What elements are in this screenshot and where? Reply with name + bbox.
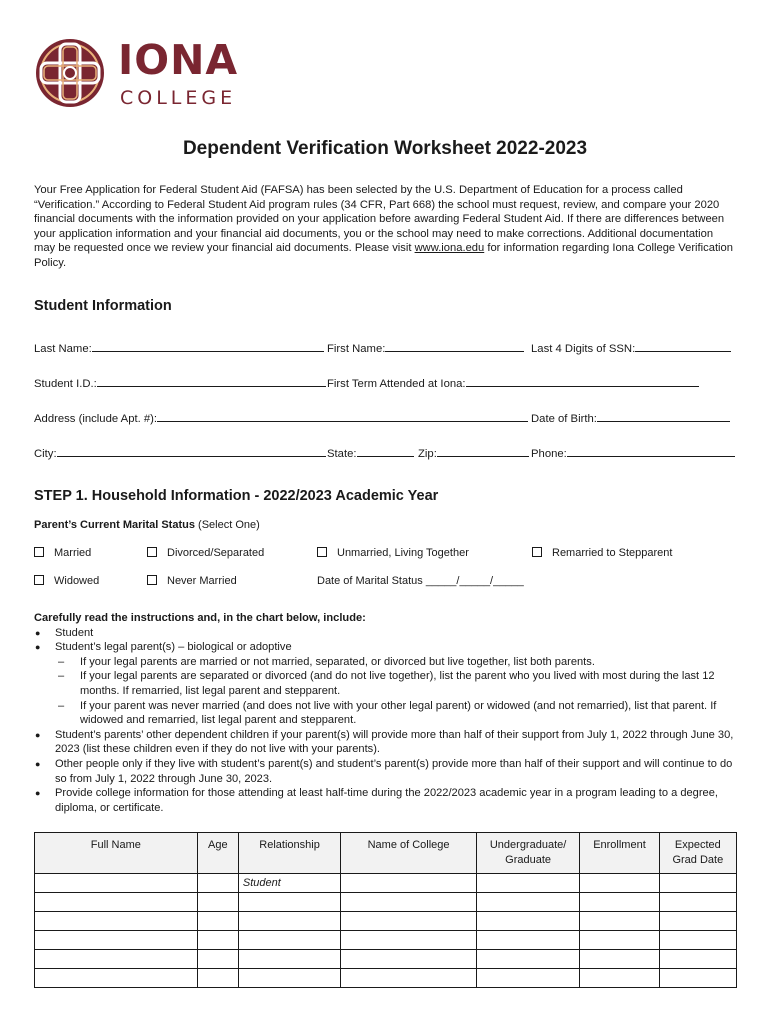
first-name-label: First Name:: [327, 343, 386, 355]
sub-list-item: – If your legal parents are married or not married, separated, or divorced but live together, list both parents.: [80, 655, 739, 670]
option-label: Married: [54, 547, 92, 559]
ssn-field[interactable]: [531, 340, 731, 355]
sub-list-item: – If your parent was never married (and does not live with your other legal parent) or widowed (and not remarried), list that parent. If widowed and remarried, list legal parent and stepparent.: [80, 699, 739, 728]
dob-label: Date of Birth:: [531, 413, 597, 425]
col-age: Age: [197, 833, 238, 874]
first-term-field[interactable]: [327, 375, 699, 390]
list-item: ● Other people only if they live with student’s parent(s) and student’s parent(s) provide more than half of their support and will continue to do so from July 1, 2022 through June 30, 2023.: [55, 757, 739, 786]
phone-field[interactable]: [531, 445, 735, 460]
page-title: Dependent Verification Worksheet 2022-2023: [182, 138, 588, 159]
list-item: ● Student’s parents’ other dependent children if your parent(s) will provide more than half of their support from July 1, 2022 through June 30, 2023 (list these children even if they do not live with your parents).: [55, 728, 739, 757]
last-name-field[interactable]: [34, 340, 324, 355]
instructions-block: [34, 611, 739, 815]
state-field[interactable]: [327, 445, 414, 460]
checkbox[interactable]: [147, 575, 157, 585]
col-full-name: Full Name: [35, 833, 198, 874]
step1-heading: STEP 1. Household Information - 2022/2023 Academic Year: [34, 488, 439, 504]
last-name-label: Last Name:: [34, 343, 92, 355]
table-row[interactable]: [35, 874, 737, 893]
intro-text: Your Free Application for Federal Student Aid (FAFSA) has been selected by the U.S. Department of Education for a process called “Verification.” According to Federal Student Aid program rules (34 CFR, Part 668) the school must request, review, and compare your 2020 financial documents with the information provided on your application before awarding Federal Student Aid. If there are differences between your application information and your financial aid documents, you or the school may need to make corrections. Additional documentation may be requested once we review your financial aid documents. Please visit: [34, 184, 725, 255]
option-label: Never Married: [167, 575, 237, 587]
student-info-heading: Student Information: [34, 298, 172, 314]
option-label: Divorced/Separated: [167, 547, 265, 559]
first-term-label: First Term Attended at Iona:: [327, 378, 466, 390]
student-id-field[interactable]: [34, 375, 326, 390]
table-row[interactable]: [35, 931, 737, 950]
list-item: ● Student: [55, 626, 739, 641]
sub-list-item: – If your legal parents are separated or divorced (and do not live together), list the parent who you lived with most during the last 12 months. If remarried, list legal parent and stepparent.: [80, 669, 739, 698]
logo-wordmark: IONA: [118, 36, 239, 84]
checkbox[interactable]: [147, 547, 157, 557]
checkbox[interactable]: [532, 547, 542, 557]
city-field[interactable]: [34, 445, 326, 460]
checkbox[interactable]: [34, 575, 44, 585]
option-label: Remarried to Stepparent: [552, 547, 673, 559]
relationship-cell: Student: [238, 874, 340, 893]
table-row[interactable]: [35, 950, 737, 969]
intro-text-after: for information regarding Iona College Verification Policy.: [34, 242, 733, 269]
zip-label: Zip:: [418, 448, 437, 460]
iona-website-link[interactable]: www.iona.edu: [414, 242, 485, 255]
option-remarried[interactable]: [532, 547, 672, 559]
phone-label: Phone:: [531, 448, 567, 460]
col-grad-date: Expected Grad Date: [659, 833, 736, 874]
option-label: Widowed: [54, 575, 100, 587]
city-label: City:: [34, 448, 57, 460]
address-field[interactable]: [34, 410, 528, 425]
dob-field[interactable]: [531, 410, 730, 425]
col-relationship: Relationship: [238, 833, 340, 874]
table-row[interactable]: [35, 969, 737, 988]
option-widowed[interactable]: [34, 575, 99, 587]
address-label: Address (include Apt. #):: [34, 413, 158, 425]
iona-college-logo: [34, 34, 118, 114]
student-id-label: Student I.D.:: [34, 378, 97, 390]
list-item: ● Student’s legal parent(s) – biological or adoptive – If your legal parents are married or not married, separated, or divorced but live together, list both parents. – If your legal parents are separated or divorced (and do not live together), list the parent who you lived with most during the last 12 months. If remarried, list legal parent and stepparent. – If your parent was never married (and does not live with your other legal parent) or widowed (and not remarried), list that parent. If widowed and remarried, list legal parent and stepparent.: [55, 640, 739, 728]
col-enrollment: Enrollment: [580, 833, 659, 874]
table-row[interactable]: [35, 893, 737, 912]
option-never-married[interactable]: [147, 575, 237, 587]
state-label: State:: [327, 448, 357, 460]
first-name-field[interactable]: [327, 340, 524, 355]
option-divorced-separated[interactable]: [147, 547, 264, 559]
logo-subtitle: COLLEGE: [120, 87, 237, 109]
col-college: Name of College: [341, 833, 477, 874]
col-level: Undergraduate/ Graduate: [476, 833, 579, 874]
zip-field[interactable]: [418, 445, 529, 460]
option-married[interactable]: [34, 547, 91, 559]
intro-paragraph: [34, 183, 736, 271]
marital-status-hint: (Select One): [194, 519, 260, 531]
household-table: [34, 832, 737, 988]
table-header-row: [35, 833, 737, 874]
option-label: Unmarried, Living Together: [337, 547, 469, 559]
instructions-heading: Carefully read the instructions and, in the chart below, include:: [34, 612, 366, 624]
option-unmarried-together[interactable]: [317, 547, 469, 559]
table-row[interactable]: [35, 912, 737, 931]
ssn-label: Last 4 Digits of SSN:: [531, 343, 636, 355]
list-item: ● Provide college information for those attending at least half-time during the 2022/2023 academic year in a program leading to a degree, diploma, or certificate.: [55, 786, 739, 815]
marital-status-label: [34, 519, 260, 531]
checkbox[interactable]: [317, 547, 327, 557]
marital-status-title: Parent’s Current Marital Status: [34, 519, 195, 531]
checkbox[interactable]: [34, 547, 44, 557]
marital-date-field[interactable]: Date of Marital Status _____/_____/_____: [317, 575, 524, 587]
